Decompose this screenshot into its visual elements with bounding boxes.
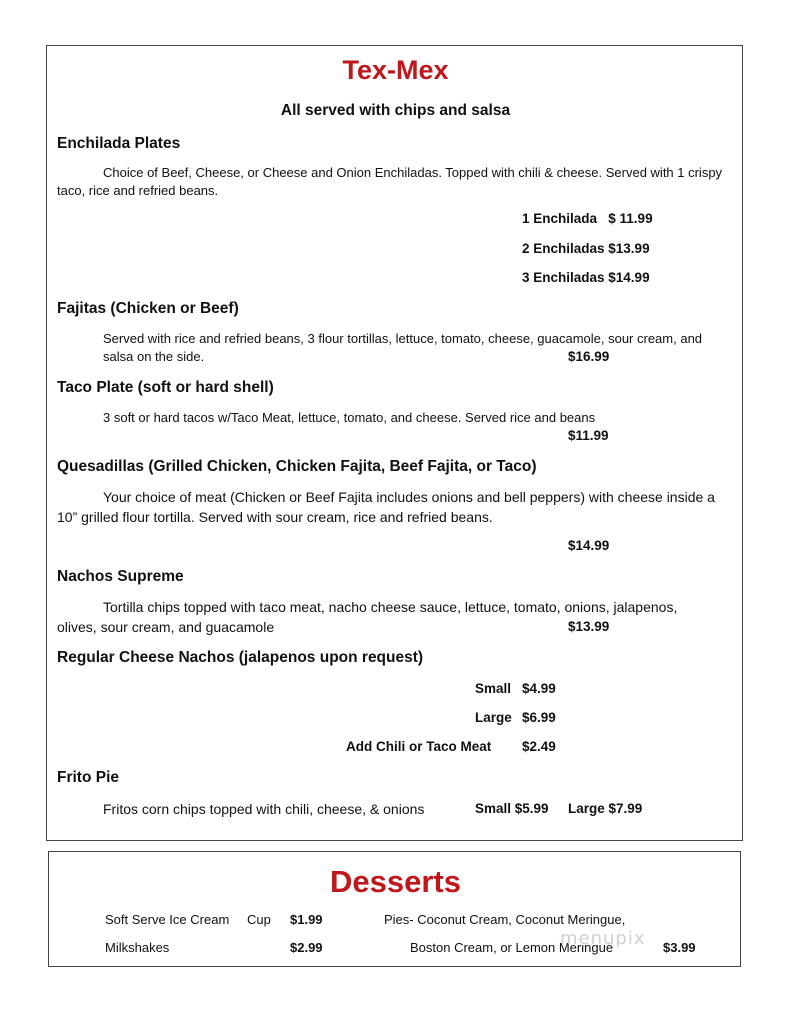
enchilada-price-3: 3 Enchiladas $14.99: [522, 270, 650, 285]
pies-line-2: Boston Cream, or Lemon Meringue: [410, 940, 614, 955]
enchilada-price-2: 2 Enchiladas $13.99: [522, 241, 650, 256]
nachos-supreme-price: $13.99: [568, 619, 610, 634]
enchilada-price-1: 1 Enchilada $ 11.99: [522, 211, 653, 226]
fajitas-desc-2: salsa on the side.: [103, 349, 205, 364]
enchilada-heading: Enchilada Plates: [57, 135, 181, 152]
taco-price: $11.99: [568, 428, 609, 443]
pies-line-1: Pies- Coconut Cream, Coconut Meringue,: [384, 912, 626, 927]
quesadillas-desc-1: Your choice of meat (Chicken or Beef Fajita includes onions and bell peppers) with cheese inside a: [103, 489, 715, 505]
cheese-nachos-small-price: $4.99: [522, 681, 556, 696]
cheese-nachos-small-label: Small: [475, 681, 512, 696]
enchilada-desc-1: Choice of Beef, Cheese, or Cheese and Onion Enchiladas. Topped with chili & cheese. Served with 1 crispy: [103, 165, 723, 180]
pies-price: $3.99: [663, 940, 696, 955]
milkshakes-price: $2.99: [290, 940, 323, 955]
texmex-title: Tex-Mex: [342, 55, 449, 85]
frito-large-price: Large $7.99: [568, 801, 643, 816]
enchilada-desc-2: taco, rice and refried beans.: [57, 183, 219, 198]
cheese-nachos-large-label: Large: [475, 710, 512, 725]
quesadillas-heading: Quesadillas (Grilled Chicken, Chicken Fajita, Beef Fajita, or Taco): [57, 458, 537, 475]
cheese-nachos-large-price: $6.99: [522, 710, 556, 725]
fajitas-heading: Fajitas (Chicken or Beef): [57, 300, 239, 317]
soft-serve-cup: Cup: [247, 912, 271, 927]
soft-serve-label: Soft Serve Ice Cream: [105, 912, 230, 927]
desserts-title: Desserts: [330, 864, 461, 899]
soft-serve-price: $1.99: [290, 912, 323, 927]
frito-small-price: Small $5.99: [475, 801, 549, 816]
quesadillas-price: $14.99: [568, 538, 610, 553]
nachos-supreme-desc-2: olives, sour cream, and guacamole: [57, 619, 275, 635]
cheese-nachos-add-price: $2.49: [522, 739, 556, 754]
frito-desc: Fritos corn chips topped with chili, cheese, & onions: [103, 801, 425, 817]
frito-heading: Frito Pie: [57, 769, 120, 786]
nachos-supreme-heading: Nachos Supreme: [57, 568, 184, 585]
taco-desc: 3 soft or hard tacos w/Taco Meat, lettuce, tomato, and cheese. Served rice and beans: [103, 410, 596, 425]
cheese-nachos-heading: Regular Cheese Nachos (jalapenos upon request): [57, 649, 424, 666]
cheese-nachos-add-label: Add Chili or Taco Meat: [346, 739, 492, 754]
fajitas-price: $16.99: [568, 349, 610, 364]
quesadillas-desc-2: 10” grilled flour tortilla. Served with sour cream, rice and refried beans.: [57, 509, 493, 525]
taco-heading: Taco Plate (soft or hard shell): [57, 379, 274, 396]
nachos-supreme-desc-1: Tortilla chips topped with taco meat, nacho cheese sauce, lettuce, tomato, onions, jalapenos,: [103, 599, 678, 615]
milkshakes-label: Milkshakes: [105, 940, 170, 955]
menupix-watermark: menupix: [560, 928, 646, 949]
fajitas-desc-1: Served with rice and refried beans, 3 flour tortillas, lettuce, tomato, cheese, guacamole, sour cream, and: [103, 331, 703, 346]
texmex-subtitle: All served with chips and salsa: [280, 102, 511, 119]
